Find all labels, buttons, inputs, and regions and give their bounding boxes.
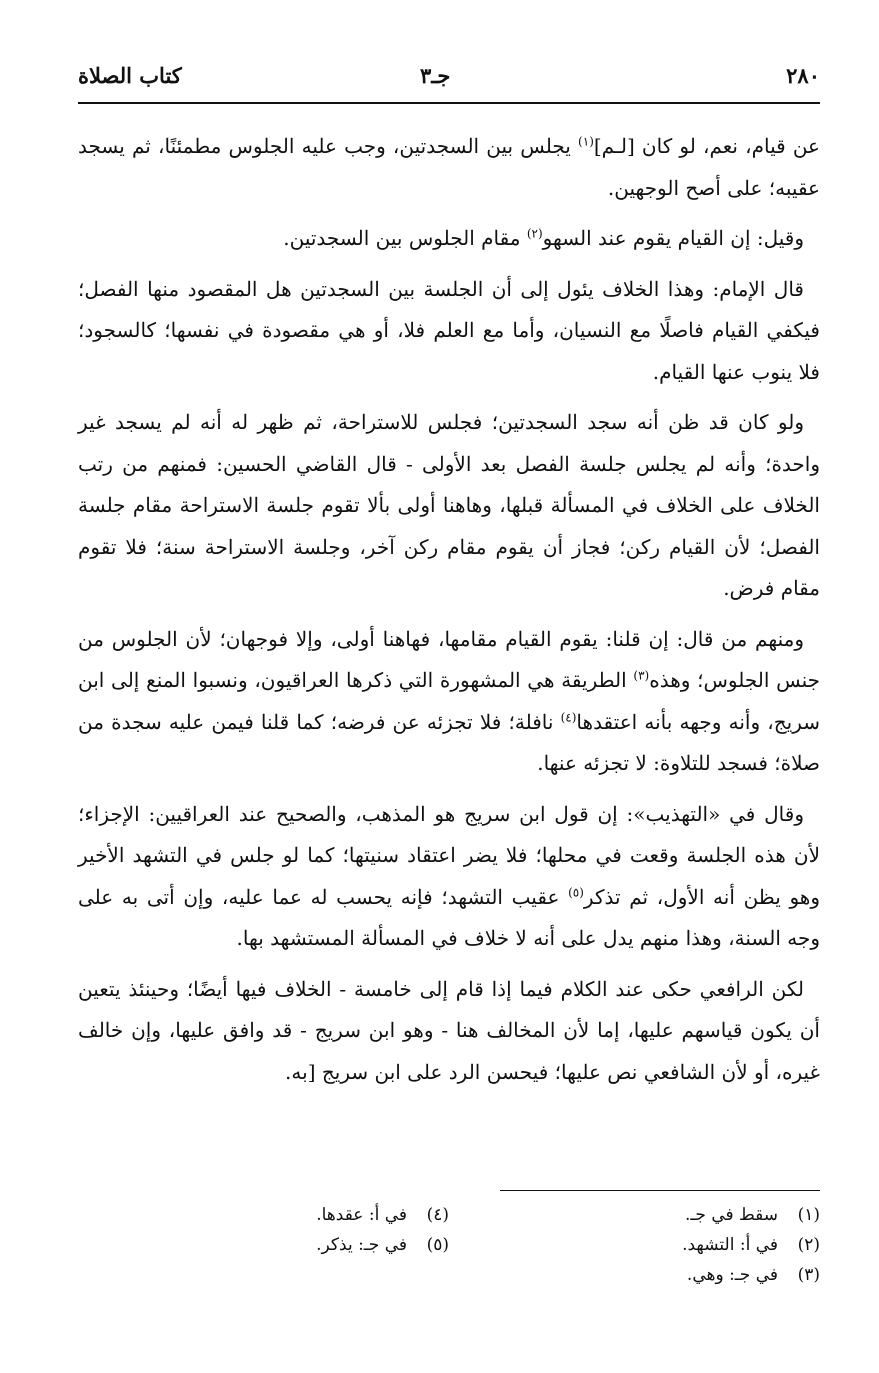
footnote-column-right [449,1200,820,1290]
paragraph-4: ولو كان قد ظن أنه سجد السجدتين؛ فجلس للاستراحة، ثم ظهر له أنه لم يسجد غير واحدة؛ وأنه لم يجلس جلسة الفصل بعد الأولى - قال القاضي الحسين: فمنهم من رتب الخلاف على الخلاف في المسألة قبلها، وهاهنا أولى بألا تقوم جلسة الاستراحة مقام جلسة الفصل؛ لأن القيام ركن؛ فجاز أن يقوم مقام ركن آخر، وجلسة الاستراحة سنة؛ فلا تقوم مقام فرض. [78,410,820,600]
paragraph-6 [78,794,820,960]
footnote-text: في جـ: يذكر. [316,1235,407,1255]
paragraph-7: لكن الرافعي حكى عند الكلام فيما إذا قام إلى خامسة - الخلاف فيها أيضًا؛ وحينئذ يتعين أن يكون قياسهم عليها، إما لأن المخالف هنا - وهو ابن سريج - قد وافق عليها، وإن خالف غيره، أو لأن الشافعي نص عليها؛ فيحسن الرد على ابن سريج [به. [78,976,820,1084]
footnote-number: (٥) [426,1235,449,1255]
paragraph-text: ومنهم من قال: إن قلنا: يقوم القيام مقامها، فهاهنا أولى، وإلا فوجهان؛ لأن الجلوس من جنس الجلوس؛ وهذه [78,626,820,692]
paragraph-text: وقال في «التهذيب»: إن قول ابن سريج هو المذهب، والصحيح عند العراقيين: الإجزاء؛ لأن هذه الجلسة وقعت في محلها؛ فلا يضر اعتقاد سنيتها؛ كما لو جلس في التشهد الأخير وهو يظن أنه الأول، ثم تذكر [78,801,820,909]
footnote-1 [449,1200,820,1230]
header-rule [78,102,820,104]
footnote-2 [449,1230,820,1260]
footnote-text: في أ: التشهد. [682,1235,778,1255]
volume-number: جـ٣ [420,63,451,88]
paragraph-3: قال الإمام: وهذا الخلاف يئول إلى أن الجلسة بين السجدتين هل المقصود منها الفصل؛ فيكفي القيام فاصلًا مع النسيان، وأما مع العلم فلا، أو هي مقصودة في نفسها؛ كالسجود؛ فلا ينوب عنها القيام. [78,276,820,384]
paragraph-text: نافلة؛ فلا تجزئه عن فرضه؛ كما قلنا فيمن عليه سجدة من صلاة؛ فسجد للتلاوة: لا تجزئه عنها. [78,709,820,775]
footnote-4 [78,1200,449,1230]
paragraph-text: عن قيام، نعم، لو كان [لـم] [593,134,820,158]
footnote-text: في جـ: وهي. [686,1265,778,1285]
footnote-number: (٢) [797,1235,820,1255]
footnote-column-left [78,1200,449,1260]
footnote-ref-3: (٣) [633,668,650,683]
running-header [78,60,820,100]
main-text [78,126,820,1093]
footnote-ref-1: (١) [578,134,594,149]
footnote-number: (١) [797,1205,820,1225]
footnote-ref-4: (٤) [560,709,577,724]
paragraph-text: عقيب التشهد؛ فإنه يحسب له عما عليه، وإن أتى به على وجه السنة، وهذا منهم يدل على أنه لا خلاف في المسألة المستشهد بها. [78,884,820,950]
footnote-5 [78,1230,449,1260]
footnote-ref-2: (٢) [526,226,543,241]
footnote-rule [500,1190,820,1191]
book-title: كتاب الصلاة [78,63,182,88]
paragraph-5 [78,619,820,785]
page-number: ٢٨٠ [786,63,820,88]
footnote-text: سقط في جـ. [685,1205,778,1225]
paragraph-1 [78,126,820,209]
footnote-ref-5: (٥) [568,884,584,899]
footnote-number: (٣) [797,1265,820,1285]
paragraph-text: وقيل: إن القيام يقوم عند السهو [542,226,804,250]
paragraph-text: مقام الجلوس بين السجدتين. [283,226,527,250]
footnote-text: في أ: عقدها. [316,1205,407,1225]
footnote-3 [449,1260,820,1290]
footnote-number: (٤) [426,1205,449,1225]
paragraph-text: الطريقة هي المشهورة التي ذكرها العراقيون، ونسبوا المنع إلى ابن سريج، وأنه وجهه بأنه اعتقدها [78,668,820,734]
paragraph-text: يجلس بين السجدتين، وجب عليه الجلوس مطمئنًا، ثم يسجد عقيبه؛ على أصح الوجهين. [78,134,820,200]
paragraph-2 [78,218,820,260]
